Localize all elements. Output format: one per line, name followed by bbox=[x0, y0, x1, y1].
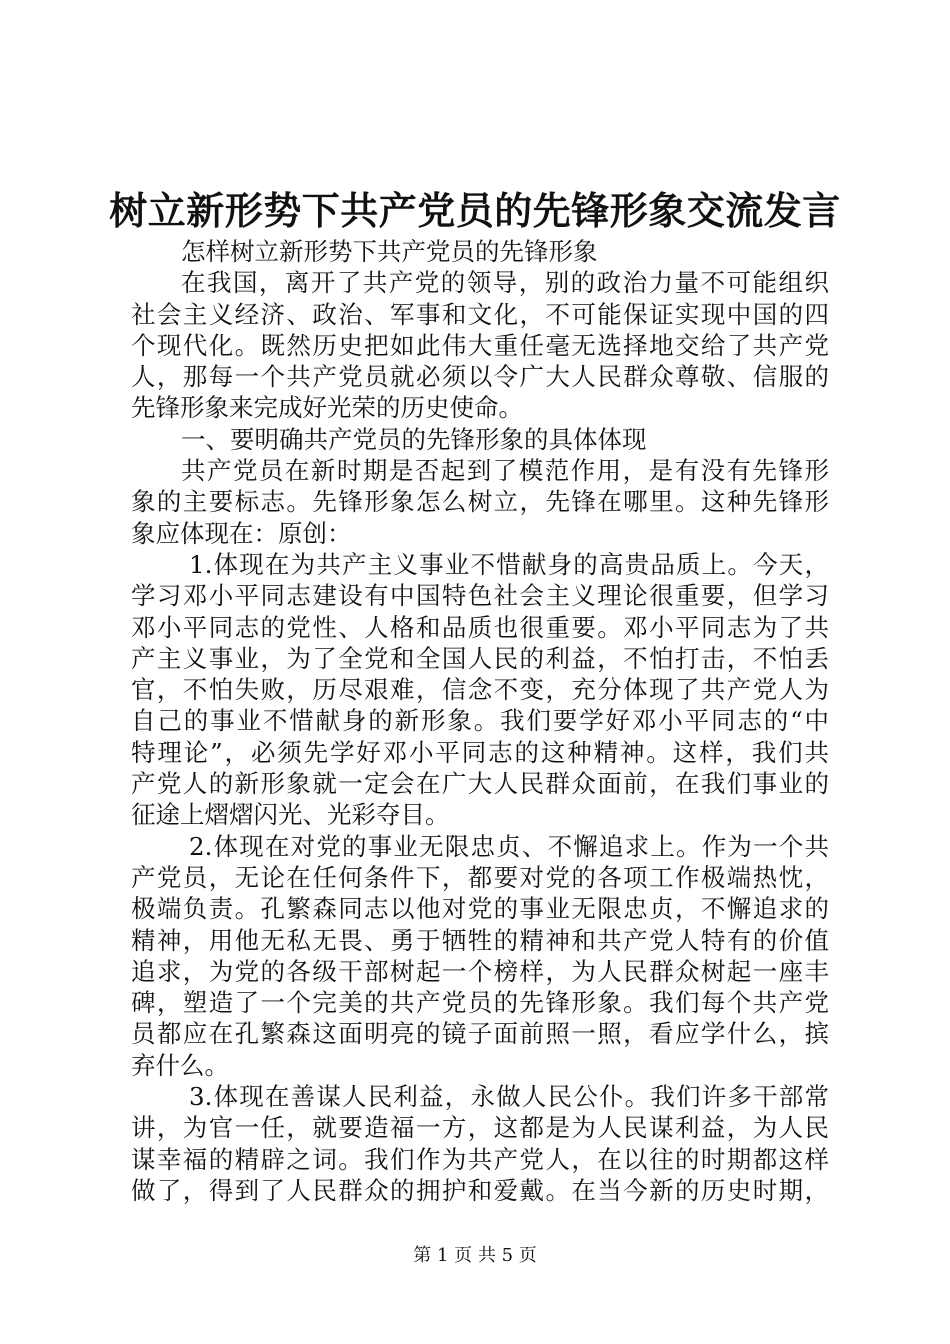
text-line: 产党人的新形象就一定会在广大人民群众面前，在我们事业的 bbox=[131, 769, 829, 799]
text-line: 自己的事业不惜献身的新形象。我们要学好邓小平同志的“中 bbox=[131, 706, 829, 736]
section-heading: 一、要明确共产党员的先锋形象的具体体现 bbox=[181, 424, 647, 454]
subtitle-line: 怎样树立新形势下共产党员的先锋形象 bbox=[181, 237, 598, 266]
text-line: 官，不怕失败，历尽艰难，信念不变，充分体现了共产党人为 bbox=[131, 675, 829, 705]
text-line: 产党员，无论在任何条件下，都要对党的各项工作极端热忱， bbox=[131, 862, 829, 892]
text-line: 特理论”，必须先学好邓小平同志的这种精神。这样，我们共 bbox=[131, 737, 829, 767]
text-line: 社会主义经济、政治、军事和文化，不可能保证实现中国的四 bbox=[131, 299, 829, 329]
document-title: 树立新形势下共产党员的先锋形象交流发言 bbox=[109, 188, 841, 233]
text-line: 讲，为官一任，就要造福一方，这都是为人民谋利益，为人民 bbox=[131, 1113, 829, 1143]
text-line: 邓小平同志的党性、人格和品质也很重要。邓小平同志为了共 bbox=[131, 612, 829, 642]
text-line: 精神，用他无私无畏、勇于牺牲的精神和共产党人特有的价值 bbox=[131, 925, 829, 955]
text-line: 谋幸福的精辟之词。我们作为共产党人，在以往的时期都这样 bbox=[131, 1144, 829, 1174]
text-line: 个现代化。既然历史把如此伟大重任毫无选择地交给了共产党 bbox=[131, 330, 829, 360]
text-line: 先锋形象来完成好光荣的历史使命。 bbox=[131, 393, 523, 423]
text-line: 人，那每一个共产党员就必须以令广大人民群众尊敬、信服的 bbox=[131, 362, 829, 392]
text-line: 碑，塑造了一个完美的共产党员的先锋形象。我们每个共产党 bbox=[131, 988, 829, 1018]
text-line: 做了，得到了人民群众的拥护和爱戴。在当今新的历史时期， bbox=[131, 1175, 829, 1205]
text-line: 产主义事业，为了全党和全国人民的利益，不怕打击，不怕丢 bbox=[131, 643, 829, 673]
text-line: 追求，为党的各级干部树起一个榜样，为人民群众树起一座丰 bbox=[131, 956, 829, 986]
text-line: 员都应在孔繁森这面明亮的镜子面前照一照，看应学什么，摈 bbox=[131, 1019, 829, 1049]
text-line: 1.体现在为共产主义事业不惜献身的高贵品质上。今天， bbox=[189, 549, 829, 579]
text-line: 在我国，离开了共产党的领导，别的政治力量不可能组织 bbox=[181, 268, 829, 298]
page-footer: 第 1 页 共 5 页 bbox=[413, 1245, 537, 1266]
text-line: 学习邓小平同志建设有中国特色社会主义理论很重要，但学习 bbox=[131, 581, 829, 611]
document-body bbox=[131, 236, 829, 1206]
text-line: 极端负责。孔繁森同志以他对党的事业无限忠贞，不懈追求的 bbox=[131, 894, 829, 924]
text-line: 弃什么。 bbox=[131, 1050, 229, 1080]
text-line: 象应体现在：原创： bbox=[131, 518, 352, 548]
text-line: 2.体现在对党的事业无限忠贞、不懈追求上。作为一个共 bbox=[189, 831, 829, 861]
text-line: 3.体现在善谋人民利益，永做人民公仆。我们许多干部常 bbox=[189, 1082, 829, 1112]
text-line: 征途上熠熠闪光、光彩夺目。 bbox=[131, 800, 450, 830]
text-line: 共产党员在新时期是否起到了模范作用，是有没有先锋形 bbox=[181, 456, 829, 486]
text-line: 象的主要标志。先锋形象怎么树立，先锋在哪里。这种先锋形 bbox=[131, 487, 829, 517]
